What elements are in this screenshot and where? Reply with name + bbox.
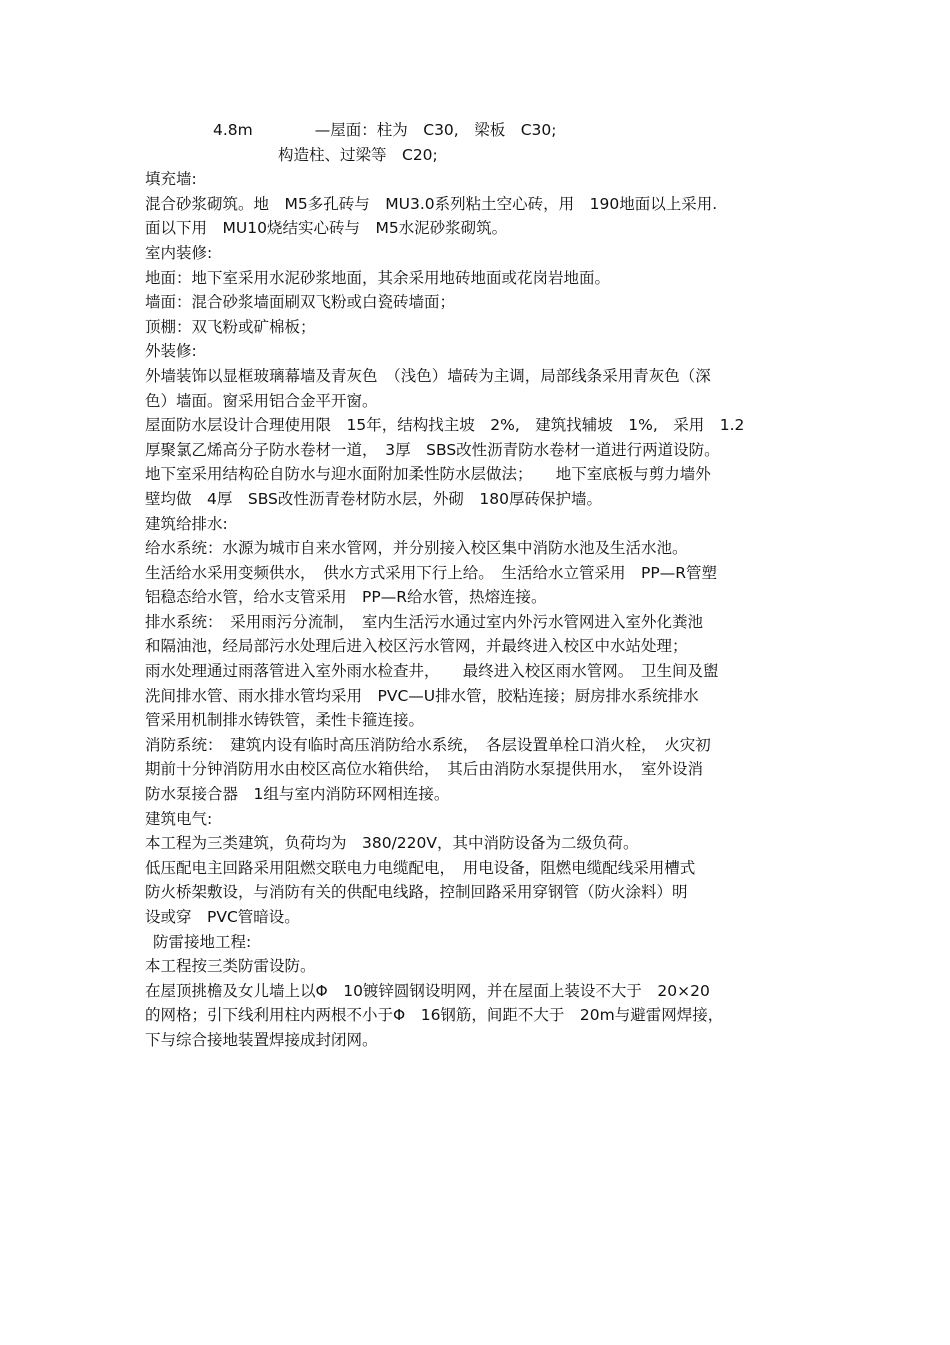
- document-body: [145, 118, 815, 1053]
- text-line: 铝稳态给水管，给水支管采用 PP—R给水管，热熔连接。: [145, 588, 547, 607]
- text-line: 建筑电气:: [145, 809, 213, 828]
- text-line: 外装修:: [145, 342, 197, 361]
- text-line: 4.8m —屋面：柱为 C30, 梁板 C30;: [213, 121, 557, 139]
- text-line: 地下室采用结构砼自防水与迎水面附加柔性防水层做法； 地下室底板与剪力墙外: [145, 465, 711, 484]
- text-line: 本工程为三类建筑，负荷均为 380/220V，其中消防设备为二级负荷。: [145, 834, 639, 853]
- text-line: 消防系统： 建筑内设有临时高压消防给水系统， 各层设置单栓口消火栓， 火灾初: [145, 735, 711, 754]
- text-line: 管采用机制排水铸铁管，柔性卡箍连接。: [145, 711, 425, 730]
- text-line: 设或穿 PVC管暗设。: [145, 908, 300, 926]
- text-line: 墙面：混合砂浆墙面刷双飞粉或白瓷砖墙面；: [145, 293, 456, 312]
- text-line: 期前十分钟消防用水由校区高位水箱供给， 其后由消防水泵提供用水， 室外设消: [145, 760, 704, 779]
- text-line: 防水泵接合器 1组与室内消防环网相连接。: [145, 785, 450, 804]
- text-line: 面以下用 MU10烧结实心砖与 M5水泥砂浆砌筑。: [145, 219, 508, 238]
- text-line: 的网格；引下线利用柱内两根不小于Φ 16钢筋，间距不大于 20m与避雷网焊接，: [145, 1006, 724, 1025]
- text-line: 壁均做 4厚 SBS改性沥青卷材防水层，外砌 180厚砖保护墙。: [145, 489, 602, 508]
- text-line: 室内装修:: [145, 243, 213, 262]
- text-line: 雨水处理通过雨落管进入室外雨水检查井， 最终进入校区雨水管网。 卫生间及盥: [145, 662, 719, 681]
- text-line: 外墙装饰以显框玻璃幕墙及青灰色 （浅色）墙砖为主调，局部线条采用青灰色（深: [145, 366, 711, 385]
- text-line: 本工程按三类防雷设防。: [145, 957, 316, 976]
- text-line: 低压配电主回路采用阻燃交联电力电缆配电， 用电设备，阻燃电缆配线采用槽式: [145, 858, 696, 877]
- text-line: 生活给水采用变频供水， 供水方式采用下行上给。 生活给水立管采用 PP—R管塑: [145, 563, 717, 582]
- text-line: 排水系统： 采用雨污分流制， 室内生活污水通过室内外污水管网进入室外化粪池: [145, 612, 704, 631]
- text-line: 构造柱、过梁等 C20;: [278, 145, 438, 164]
- text-line: 混合砂浆砌筑。地 M5多孔砖与 MU3.0系列粘土空心砖，用 190地面以上采用.: [145, 194, 718, 213]
- text-line: 下与综合接地装置焊接成封闭网。: [145, 1030, 378, 1049]
- text-line: 屋面防水层设计合理使用限 15年，结构找主坡 2%, 建筑找辅坡 1%, 采用 1.2: [145, 416, 745, 435]
- text-line: 防火桥架敷设，与消防有关的供配电线路，控制回路采用穿钢管（防火涂料）明: [145, 883, 688, 902]
- text-line: 顶棚：双飞粉或矿棉板；: [145, 317, 316, 336]
- text-line: 给水系统：水源为城市自来水管网，并分别接入校区集中消防水池及生活水池。: [145, 539, 688, 558]
- text-line: 填充墙:: [145, 170, 197, 189]
- text-line: 厚聚氯乙烯高分子防水卷材一道， 3厚 SBS改性沥青防水卷材一道进行两道设防。: [145, 440, 720, 459]
- text-line: 建筑给排水:: [145, 514, 228, 533]
- text-line: 洗间排水管、雨水排水管均采用 PVC—U排水管，胶粘连接；厨房排水系统排水: [145, 686, 699, 705]
- text-line: 防雷接地工程:: [153, 932, 252, 951]
- text-line: 色）墙面。窗采用铝合金平开窗。: [145, 391, 378, 410]
- text-line: 和隔油池，经局部污水处理后进入校区污水管网，并最终进入校区中水站处理；: [145, 637, 688, 656]
- text-line: 地面：地下室采用水泥砂浆地面，其余采用地砖地面或花岗岩地面。: [145, 268, 611, 287]
- text-line: 在屋顶挑檐及女儿墙上以Φ 10镀锌圆钢设明网，并在屋面上装设不大于 20×20: [145, 981, 710, 1000]
